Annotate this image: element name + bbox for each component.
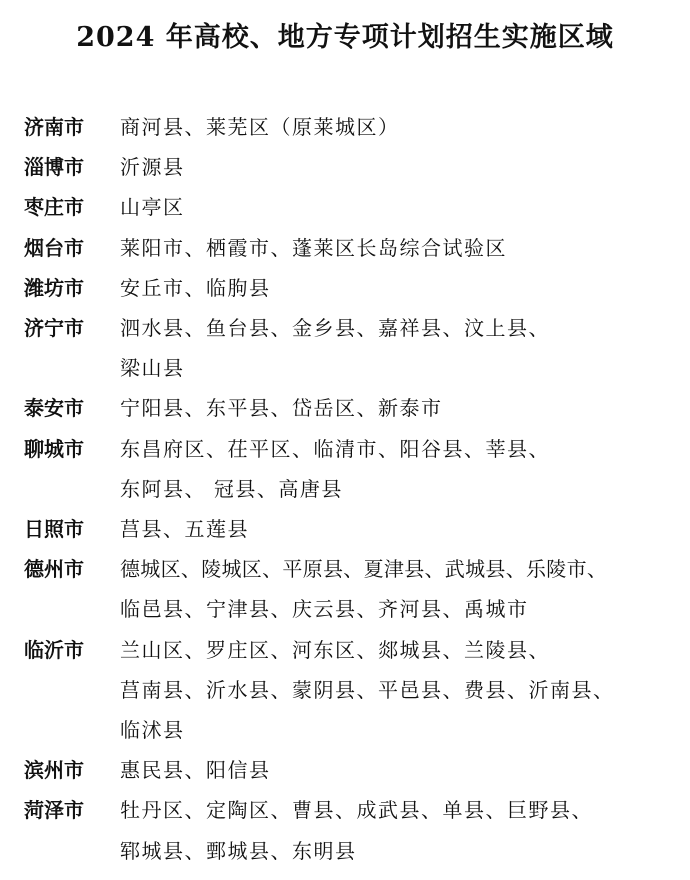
city-name: 济南市 <box>24 115 84 139</box>
city-entry-jinan <box>24 107 684 147</box>
city-entry-dezhou <box>24 549 684 629</box>
county-list <box>120 268 680 308</box>
county-line: 安丘市、临朐县 <box>120 275 271 300</box>
county-line: 山亭区 <box>120 195 185 220</box>
county-line: 莱阳市、栖霞市、蓬莱区长岛综合试验区 <box>120 235 507 260</box>
county-line: 沂源县 <box>120 155 185 180</box>
city-entry-linyi <box>24 630 684 751</box>
county-list <box>120 147 680 187</box>
county-line: 泗水县、鱼台县、金乡县、嘉祥县、汶上县、 <box>120 316 550 341</box>
county-line: 莒南县、沂水县、蒙阴县、平邑县、费县、沂南县、 <box>120 677 615 702</box>
county-line: 莒县、五莲县 <box>120 517 249 542</box>
city-entry-taian <box>24 388 684 428</box>
document-title: 2024 年高校、地方专项计划招生实施区域 <box>76 22 614 53</box>
county-list <box>120 388 680 428</box>
county-line: 德城区、陵城区、平原县、夏津县、武城县、乐陵市、 <box>120 557 608 582</box>
city-name: 菏泽市 <box>24 798 84 823</box>
county-list <box>120 790 680 870</box>
county-line: 惠民县、阳信县 <box>120 758 271 783</box>
county-line: 东昌府区、茌平区、临清市、阳谷县、莘县、 <box>120 436 550 461</box>
county-list <box>120 429 680 509</box>
city-name: 聊城市 <box>24 436 84 461</box>
city-name: 临沂市 <box>24 637 84 662</box>
city-entry-zaozhuang <box>24 187 684 227</box>
county-list <box>120 630 680 751</box>
county-line: 临沭县 <box>120 718 185 743</box>
city-name: 枣庄市 <box>24 195 84 220</box>
city-entry-binzhou <box>24 750 684 790</box>
city-name: 烟台市 <box>24 235 84 260</box>
city-name: 潍坊市 <box>24 275 84 300</box>
county-list <box>120 750 680 790</box>
city-entry-weifang <box>24 268 684 308</box>
region-list <box>24 107 684 871</box>
county-line: 东阿县、 冠县、高唐县 <box>120 476 343 501</box>
county-line: 梁山县 <box>120 356 185 381</box>
city-name: 德州市 <box>24 557 84 582</box>
county-list <box>120 228 680 268</box>
city-name: 滨州市 <box>24 758 84 783</box>
city-entry-liaocheng <box>24 429 684 509</box>
county-line: 商河县、莱芜区（原莱城区） <box>120 115 400 139</box>
city-entry-zibo <box>24 147 684 187</box>
county-list <box>120 509 680 549</box>
city-entry-rizhao <box>24 509 684 549</box>
city-entry-yantai <box>24 228 684 268</box>
county-list <box>120 107 680 147</box>
city-entry-jining <box>24 308 684 388</box>
city-name: 泰安市 <box>24 396 84 421</box>
city-name: 淄博市 <box>24 155 84 180</box>
city-name: 济宁市 <box>24 316 84 341</box>
county-line: 牡丹区、定陶区、曹县、成武县、单县、巨野县、 <box>120 798 593 823</box>
city-entry-heze <box>24 790 684 870</box>
county-line: 郓城县、鄄城县、东明县 <box>120 838 357 863</box>
city-name: 日照市 <box>24 517 84 542</box>
county-line: 兰山区、罗庄区、河东区、郯城县、兰陵县、 <box>120 637 550 662</box>
county-list <box>120 308 680 388</box>
county-list <box>120 187 680 227</box>
county-line: 宁阳县、东平县、岱岳区、新泰市 <box>120 396 443 421</box>
county-list <box>120 549 680 629</box>
county-line: 临邑县、宁津县、庆云县、齐河县、禹城市 <box>120 597 529 622</box>
